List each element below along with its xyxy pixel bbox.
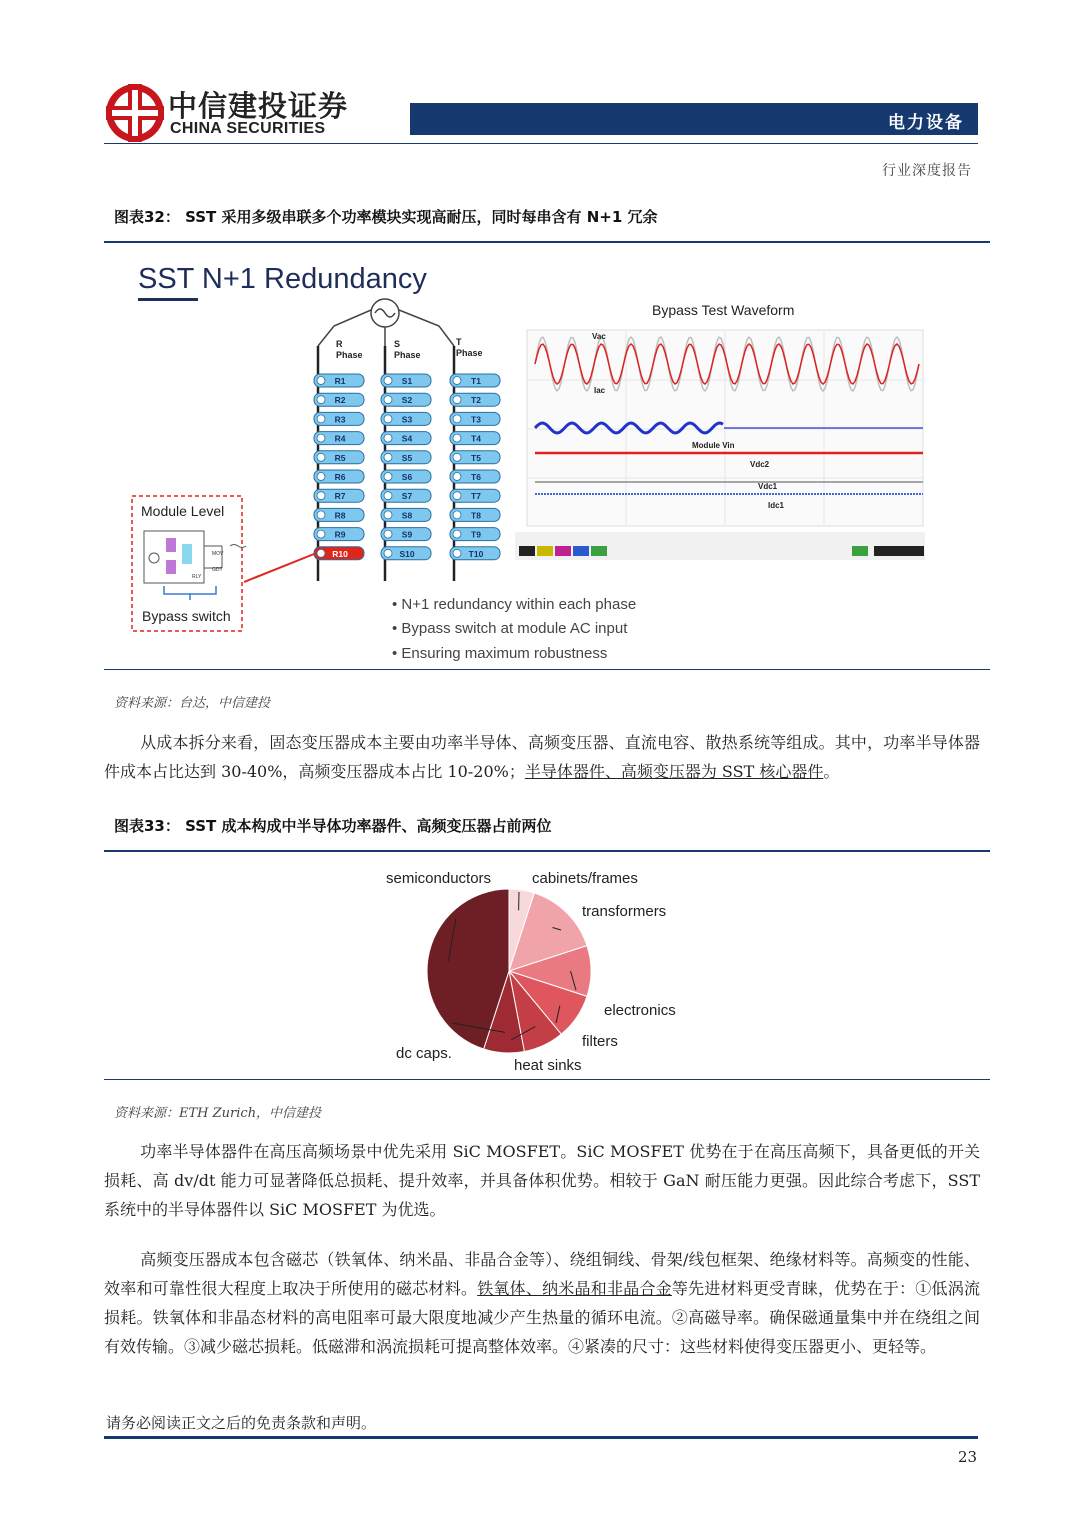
disclaimer-note: 请务必阅读正文之后的免责条款和声明。 bbox=[106, 1414, 377, 1432]
module-t3 bbox=[450, 412, 500, 425]
svg-text:R3: R3 bbox=[334, 414, 346, 425]
module-t5 bbox=[450, 451, 500, 464]
pie-label-cabinets-frames: cabinets/frames bbox=[532, 870, 638, 887]
module-t6 bbox=[450, 470, 500, 483]
sector-label: 电力设备 bbox=[888, 113, 964, 133]
pie-label-heat-sinks: heat sinks bbox=[514, 1057, 582, 1074]
module-r6 bbox=[314, 470, 364, 483]
figure33-caption: 图表33： SST 成本构成中半导体功率器件、高频变压器占前两位 bbox=[114, 817, 552, 835]
phase-s-label: Phase bbox=[394, 350, 421, 360]
module-s5 bbox=[381, 451, 431, 464]
module-s1 bbox=[381, 374, 431, 387]
wave-label-idc1: Idc1 bbox=[768, 501, 785, 510]
pie-label-electronics: electronics bbox=[604, 1002, 676, 1019]
brand-name-cn: 中信建投证券 bbox=[168, 89, 349, 123]
company-logo bbox=[104, 82, 166, 144]
cost-pie-chart bbox=[356, 858, 716, 1074]
svg-text:S7: S7 bbox=[401, 491, 413, 502]
module-s7 bbox=[381, 489, 431, 502]
module-t7 bbox=[450, 489, 500, 502]
page-number: 23 bbox=[958, 1448, 978, 1466]
module-t2 bbox=[450, 393, 500, 406]
scope-status-bar bbox=[515, 532, 925, 560]
svg-text:R6: R6 bbox=[334, 472, 346, 482]
svg-text:R10: R10 bbox=[332, 548, 348, 559]
pie-label-transformers: transformers bbox=[582, 903, 667, 920]
svg-text:T7: T7 bbox=[471, 491, 481, 502]
figure32-diagram bbox=[104, 246, 990, 666]
phase-t-label: Phase bbox=[456, 348, 483, 358]
module-t4 bbox=[450, 432, 500, 445]
svg-text:R5: R5 bbox=[334, 452, 346, 463]
svg-text:R4: R4 bbox=[334, 433, 346, 444]
bypass-bracket bbox=[164, 586, 216, 600]
module-s6 bbox=[381, 470, 431, 483]
module-r9 bbox=[314, 528, 364, 541]
footer-rule bbox=[104, 1436, 978, 1439]
module-s3 bbox=[381, 412, 431, 425]
module-r2 bbox=[314, 393, 364, 406]
svg-text:R8: R8 bbox=[334, 510, 346, 521]
waveform-title: Bypass Test Waveform bbox=[652, 302, 795, 318]
slide-title-underline bbox=[138, 298, 198, 301]
bullet-2: • Bypass switch at module AC input bbox=[392, 620, 628, 637]
paragraph-underline-core-devices: 半导体器件、高频变压器为 SST 核心器件 bbox=[524, 762, 824, 781]
report-type: 行业深度报告 bbox=[882, 163, 972, 179]
module-stacks bbox=[314, 374, 500, 560]
svg-text:T3: T3 bbox=[471, 414, 481, 425]
figure33-source: 资料来源：ETH Zurich，中信建投 bbox=[114, 1106, 322, 1121]
wave-label-module-vin: Module Vin bbox=[692, 441, 735, 450]
phase-s-name: S bbox=[394, 339, 401, 349]
module-r4 bbox=[314, 432, 364, 445]
phase-t-name: T bbox=[456, 337, 462, 347]
module-s4 bbox=[381, 432, 431, 445]
slide-title: SST N+1 Redundancy bbox=[138, 263, 427, 295]
module-r3 bbox=[314, 412, 364, 425]
figure32-top-rule bbox=[104, 241, 990, 243]
phase-r-name: R bbox=[336, 339, 343, 349]
module-gdt-label: GDT bbox=[212, 567, 223, 573]
module-rly-label: RLY bbox=[192, 574, 202, 580]
svg-text:R2: R2 bbox=[334, 395, 346, 406]
paragraph-underline-materials: 铁氧体、纳米晶和非晶合金 bbox=[477, 1279, 672, 1298]
figure33-bottom-rule bbox=[104, 1079, 990, 1080]
module-t9 bbox=[450, 528, 500, 541]
wave-label-vac: Vac bbox=[592, 332, 606, 341]
svg-text:S6: S6 bbox=[401, 472, 413, 482]
svg-text:S1: S1 bbox=[401, 376, 413, 386]
phase-r-label: Phase bbox=[336, 350, 363, 360]
module-t8 bbox=[450, 508, 500, 521]
paragraph-sic-mosfet: 功率半导体器件在高压高频场景中优先采用 SiC MOSFET。SiC MOSFET 优势在于在高压高频下，具备更低的开关损耗、高 dv/dt 能力可显著降低总损耗、提升效率，并具备体积优势。相较于 GaN 耐压能力更强。因此综合考虑下，SST 系统中的半导体器件以 SiC MOSFET 为优选。 bbox=[104, 1142, 980, 1219]
figure32-bottom-rule bbox=[104, 669, 990, 670]
module-r8 bbox=[314, 508, 364, 521]
module-r5 bbox=[314, 451, 364, 464]
figure32-caption: 图表32： SST 采用多级串联多个功率模块实现高耐压，同时每串含有 N+1 冗余 bbox=[114, 208, 658, 226]
svg-text:S2: S2 bbox=[401, 395, 413, 406]
svg-text:R7: R7 bbox=[334, 491, 346, 502]
header-divider bbox=[104, 143, 978, 144]
svg-text:T6: T6 bbox=[471, 472, 481, 482]
module-t1 bbox=[450, 374, 500, 387]
failed-module-arrow bbox=[244, 554, 314, 582]
wave-label-vdc1: Vdc1 bbox=[758, 482, 778, 491]
svg-text:S9: S9 bbox=[401, 529, 413, 540]
bullet-3: • Ensuring maximum robustness bbox=[392, 645, 608, 662]
module-r7 bbox=[314, 489, 364, 502]
svg-text:T5: T5 bbox=[471, 452, 481, 463]
pie-label-semiconductors: semiconductors bbox=[386, 870, 492, 887]
figure32-source: 资料来源：台达，中信建投 bbox=[114, 696, 271, 711]
module-level-label: Module Level bbox=[141, 503, 225, 519]
svg-text:R9: R9 bbox=[334, 529, 346, 540]
svg-text:S4: S4 bbox=[401, 433, 413, 444]
svg-text:T1: T1 bbox=[471, 376, 481, 386]
module-r1 bbox=[314, 374, 364, 387]
module-s9 bbox=[381, 528, 431, 541]
bullet-1: • N+1 redundancy within each phase bbox=[392, 596, 637, 613]
svg-text:T9: T9 bbox=[471, 529, 481, 540]
paragraph-magnetic-core: 高频变压器成本包含磁芯（铁氧体、纳米晶、非晶合金等）、绕组铜线、骨架/线包框架、绝缘材料等。高频变的性能、效率和可靠性很大程度上取决于所使用的磁芯材料。铁氧体、纳米晶和非晶合金等先进材料更受青睐，优势在于：①低涡流损耗。铁氧体和非晶态材料的高电阻率可最大限度地减少产生热量的循环电流。②高磁导率。确保磁通量集中并在绕组之间有效传输。③减少磁芯损耗。低磁滞和涡流损耗可提高整体效率。④紧凑的尺寸：这些材料使得变压器更小、更轻等。 bbox=[104, 1250, 980, 1356]
module-s10 bbox=[381, 547, 431, 560]
svg-text:T2: T2 bbox=[471, 395, 481, 406]
module-mov-label: MOV bbox=[212, 551, 224, 557]
brand-name-en: CHINA SECURITIES bbox=[170, 120, 326, 137]
svg-text:T8: T8 bbox=[471, 510, 481, 521]
module-t10 bbox=[450, 547, 500, 560]
svg-text:T4: T4 bbox=[471, 433, 481, 444]
module-r10 bbox=[314, 547, 364, 560]
svg-text:S3: S3 bbox=[401, 414, 413, 425]
svg-text:S5: S5 bbox=[401, 452, 413, 463]
svg-text:R1: R1 bbox=[334, 376, 346, 386]
wave-label-iac: Iac bbox=[594, 386, 606, 395]
svg-text:S10: S10 bbox=[399, 548, 415, 559]
bypass-switch-label: Bypass switch bbox=[142, 608, 231, 624]
pie-label-dc-caps-: dc caps. bbox=[396, 1045, 452, 1062]
svg-text:S8: S8 bbox=[401, 510, 413, 521]
paragraph-cost-breakdown: 从成本拆分来看，固态变压器成本主要由功率半导体、高频变压器、直流电容、散热系统等组成。其中，功率半导体器件成本占比达到 30-40%，高频变压器成本占比 10-20%；半导体器件、高频变压器为 SST 核心器件。 bbox=[104, 733, 980, 781]
pie-label-filters: filters bbox=[582, 1033, 618, 1050]
figure33-top-rule bbox=[104, 850, 990, 852]
module-s8 bbox=[381, 508, 431, 521]
module-circuit-icon bbox=[144, 531, 246, 583]
wave-label-vdc2: Vdc2 bbox=[750, 460, 770, 469]
svg-text:T10: T10 bbox=[468, 548, 484, 559]
module-s2 bbox=[381, 393, 431, 406]
